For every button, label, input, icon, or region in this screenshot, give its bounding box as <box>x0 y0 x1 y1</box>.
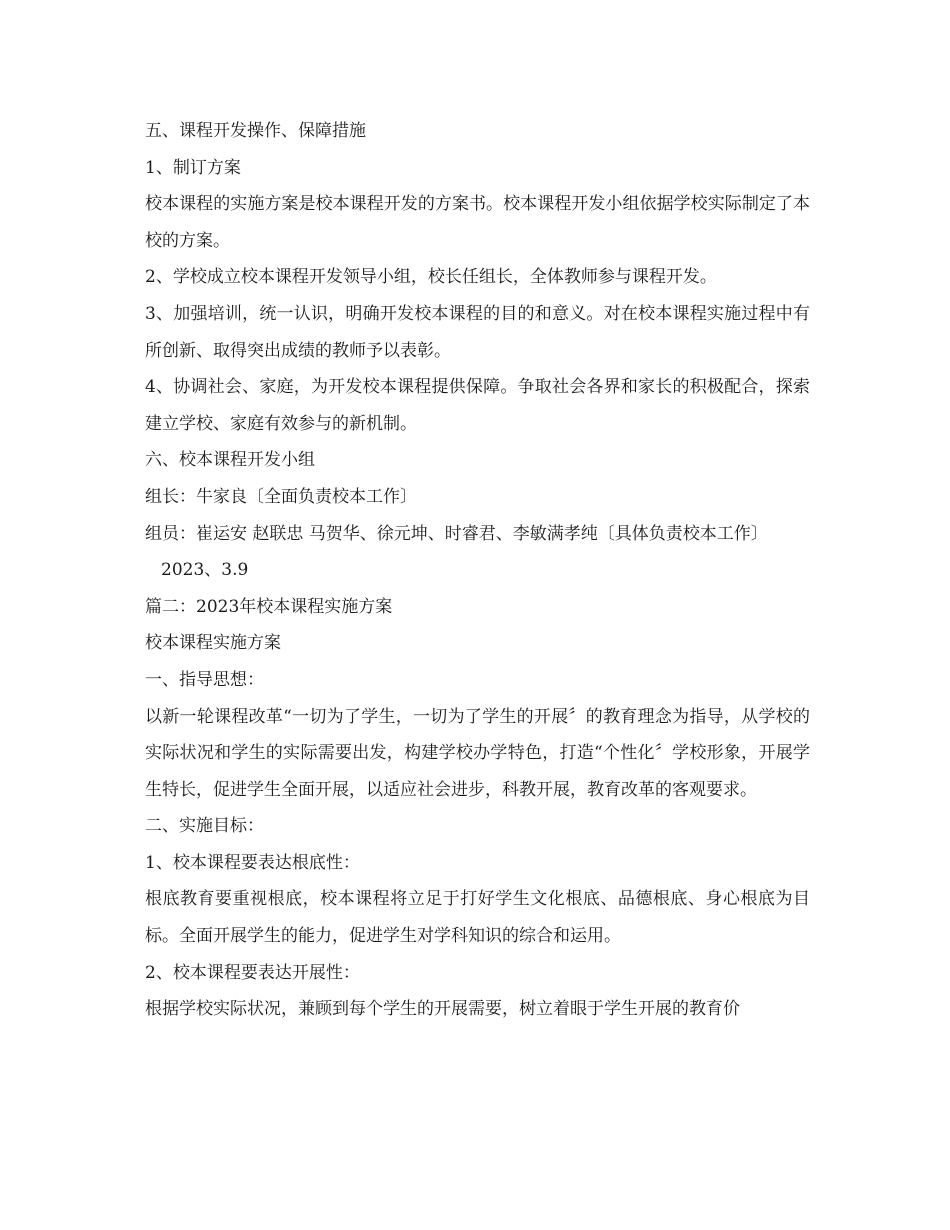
group-members-line: 组员：崔运安 赵联忠 马贺华、徐元坤、时睿君、李敏满孝纯〔具体负责校本工作〕 <box>145 523 768 544</box>
body-paragraph: 以新一轮课程改革“一切为了学生，一切为了学生的开展〞的教育理念为指导，从学校的实际状况和学生的实际需要出发，构建学校办学特色，打造“个性化〞学校形象，开展学生特长，促进学生全面开展，以适应社会进步，科教开展，教育改革的客观要求。 <box>145 706 810 800</box>
date-line: 2023、3.9 <box>161 560 249 581</box>
body-paragraph: 根据学校实际状况，兼顾到每个学生的开展需要，树立着眼于学生开展的教育价 <box>145 999 740 1020</box>
item-4-paragraph: 4、协调社会、家庭，为开发校本课程提供保障。争取社会各界和家长的积极配合，探索建立学校、家庭有效参与的新机制。 <box>145 377 810 434</box>
goal-1-heading: 1、校本课程要表达根底性： <box>145 852 360 873</box>
chapter-title: 篇二：2023年校本课程实施方案 <box>145 596 393 617</box>
plan-title: 校本课程实施方案 <box>145 633 281 654</box>
section-heading-guiding: 一、指导思想： <box>145 669 264 690</box>
document-body <box>145 113 810 1028</box>
item-2-paragraph: 2、学校成立校本课程开发领导小组，校长任组长，全体教师参与课程开发。 <box>145 267 717 288</box>
goal-2-heading: 2、校本课程要表达开展性： <box>145 962 360 983</box>
group-leader-line: 组长：牛家良〔全面负责校本工作〕 <box>145 486 417 507</box>
section-heading-5: 五、课程开发操作、保障措施 <box>145 121 366 141</box>
body-paragraph: 校本课程的实施方案是校本课程开发的方案书。校本课程开发小组依据学校实际制定了本校的方案。 <box>145 194 810 251</box>
item-1-heading: 1、制订方案 <box>145 157 241 178</box>
item-3-paragraph: 3、加强培训，统一认识，明确开发校本课程的目的和意义。对在校本课程实施过程中有所创新、取得突出成绩的教师予以表彰。 <box>145 303 810 361</box>
body-paragraph: 根底教育要重视根底，校本课程将立足于打好学生文化根底、品德根底、身心根底为目标。全面开展学生的能力，促进学生对学科知识的综合和运用。 <box>145 889 810 947</box>
section-heading-goals: 二、实施目标： <box>145 816 264 837</box>
section-heading-6: 六、校本课程开发小组 <box>145 450 315 471</box>
